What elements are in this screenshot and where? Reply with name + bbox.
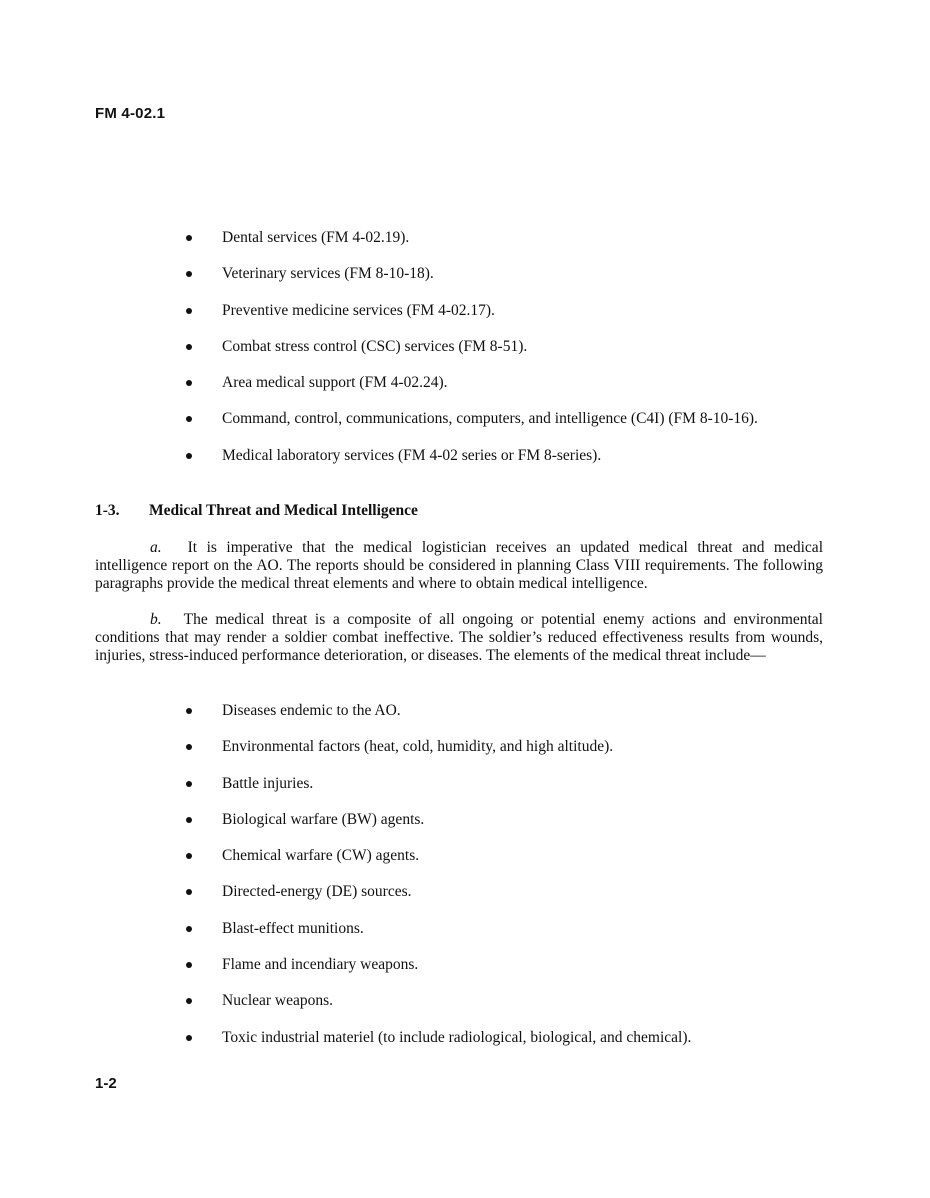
list-item [0, 229, 930, 265]
list-item [0, 302, 930, 338]
bullet-icon [186, 271, 192, 277]
paragraph-text: It is imperative that the medical logistician receives an updated medical threat and medical intelligence report on the AO. The reports should be considered in planning Class VIII requirements. The following paragraphs provide the medical threat elements and where to obtain medical intelligence. [95, 539, 823, 592]
list-item-text: Environmental factors (heat, cold, humidity, and high altitude). [222, 738, 614, 756]
list-item [0, 992, 930, 1028]
list-item [0, 410, 930, 446]
list-item-text: Diseases endemic to the AO. [222, 702, 401, 719]
list-item-text: Flame and incendiary weapons. [222, 956, 419, 974]
bullet-icon [186, 817, 192, 823]
bullet-icon [186, 926, 192, 932]
paragraph-label: a. [150, 539, 162, 556]
list-item [0, 447, 930, 483]
list-item [0, 811, 930, 847]
bullet-icon [186, 1035, 192, 1041]
list-item-text: Combat stress control (CSC) services (FM 8-51). [222, 337, 528, 355]
bullet-icon [186, 889, 192, 895]
list-item-text: Toxic industrial materiel (to include radiological, biological, and chemical). [222, 1028, 692, 1046]
page-header: FM 4-02.1 [95, 105, 166, 122]
list-item-text: Preventive medicine services (FM 4-02.17). [222, 301, 495, 319]
paragraph-text: The medical threat is a composite of all ongoing or potential enemy actions and environmental conditions that may render a soldier combat ineffective. The soldier’s reduced effectiveness results from wounds, injuries, stress-induced performance deterioration, or diseases. The elements of the medical threat include— [95, 611, 823, 664]
list-item [0, 847, 930, 883]
list-item-text: Medical laboratory services (FM 4-02 series or FM 8-series). [222, 446, 602, 464]
bullet-icon [186, 744, 192, 750]
section-heading [95, 502, 418, 520]
services-list [0, 229, 930, 483]
list-item [0, 702, 930, 738]
list-item [0, 956, 930, 992]
list-item-text: Veterinary services (FM 8-10-18). [222, 265, 434, 283]
list-item [0, 775, 930, 811]
bullet-icon [186, 781, 192, 787]
list-item-text: Directed-energy (DE) sources. [222, 883, 412, 901]
bullet-icon [186, 998, 192, 1004]
bullet-icon [186, 962, 192, 968]
list-item [0, 883, 930, 919]
paragraph-label: b. [150, 611, 162, 628]
list-item [0, 374, 930, 410]
paragraph-b [95, 611, 823, 665]
bullet-icon [186, 344, 192, 350]
list-item-text: Battle injuries. [222, 774, 314, 792]
list-item-text: Command, control, communications, computers, and intelligence (C4I) (FM 8-10-16). [222, 410, 758, 428]
medical-threat-list [0, 702, 930, 1065]
bullet-icon [186, 380, 192, 386]
list-item [0, 1029, 930, 1065]
list-item [0, 265, 930, 301]
list-item [0, 338, 930, 374]
bullet-icon [186, 235, 192, 241]
bullet-icon [186, 853, 192, 859]
list-item-text: Blast-effect munitions. [222, 919, 364, 937]
list-item-text: Biological warfare (BW) agents. [222, 810, 425, 828]
list-item [0, 920, 930, 956]
bullet-icon [186, 708, 192, 714]
bullet-icon [186, 416, 192, 422]
list-item-text: Area medical support (FM 4-02.24). [222, 374, 448, 392]
list-item-text: Chemical warfare (CW) agents. [222, 847, 420, 865]
paragraph-a [95, 539, 823, 593]
bullet-icon [186, 308, 192, 314]
list-item-text: Dental services (FM 4-02.19). [222, 229, 410, 246]
list-item-text: Nuclear weapons. [222, 992, 334, 1010]
section-number: 1-3. [95, 502, 120, 519]
bullet-icon [186, 453, 192, 459]
page-number: 1-2 [95, 1075, 117, 1092]
section-title: Medical Threat and Medical Intelligence [149, 502, 418, 519]
list-item [0, 738, 930, 774]
